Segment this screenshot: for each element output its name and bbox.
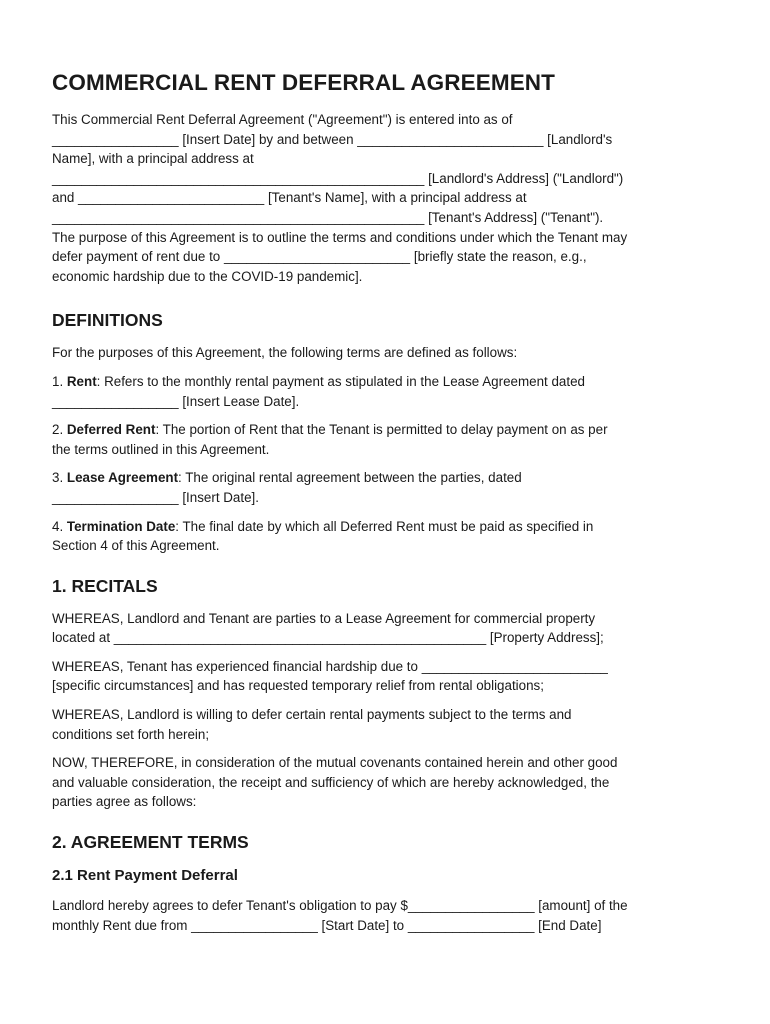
definition-number: 4.	[52, 518, 67, 534]
definition-item-rent	[52, 372, 724, 411]
recital-line: conditions set forth herein;	[52, 726, 210, 742]
document-title: COMMERCIAL RENT DEFERRAL AGREEMENT	[52, 70, 555, 95]
definition-number: 3.	[52, 470, 67, 486]
definitions-heading: DEFINITIONS	[52, 310, 163, 331]
rent-payment-deferral-heading: 2.1 Rent Payment Deferral	[52, 867, 238, 885]
recital-paragraph	[52, 705, 724, 744]
recital-line: NOW, THEREFORE, in consideration of the mutual covenants contained herein and other good	[52, 755, 618, 771]
document-page	[52, 70, 724, 935]
recital-line: [specific circumstances] and has requested temporary relief from rental obligations;	[52, 678, 544, 694]
definition-line: _________________ [Insert Lease Date].	[52, 393, 300, 409]
terms-line: monthly Rent due from _________________ [Start Date] to _________________ [End Date]	[52, 917, 602, 933]
recital-line: WHEREAS, Landlord is willing to defer certain rental payments subject to the terms and	[52, 707, 572, 723]
intro-line: _________________ [Insert Date] by and between _________________________ [Landlord's	[52, 131, 613, 147]
definition-line	[52, 420, 724, 440]
intro-line: economic hardship due to the COVID-19 pandemic].	[52, 268, 363, 284]
recital-line: WHEREAS, Landlord and Tenant are parties to a Lease Agreement for commercial property	[52, 610, 596, 626]
definition-text: : The final date by which all Deferred Rent must be paid as specified in	[175, 518, 594, 534]
intro-line: This Commercial Rent Deferral Agreement ("Agreement") is entered into as of	[52, 112, 513, 127]
recital-paragraph	[52, 753, 724, 812]
definition-line: Section 4 of this Agreement.	[52, 538, 220, 554]
terms-line: Landlord hereby agrees to defer Tenant's obligation to pay $_________________ [amount] of the	[52, 898, 628, 914]
definition-term: Rent	[66, 373, 97, 389]
definition-number: 1.	[52, 373, 67, 389]
recitals-heading: 1. RECITALS	[52, 575, 158, 596]
definition-line	[52, 517, 724, 537]
definition-number: 2.	[52, 422, 67, 438]
definition-line: _________________ [Insert Date].	[52, 489, 259, 505]
definition-line	[52, 468, 724, 488]
definition-text: : The original rental agreement between the parties, dated	[178, 470, 522, 486]
intro-line: Name], with a principal address at	[52, 151, 254, 167]
definition-line	[52, 372, 724, 392]
intro-line: The purpose of this Agreement is to outline the terms and conditions under which the Tenant may	[52, 229, 628, 245]
definition-item-termination-date	[52, 517, 724, 556]
recital-line: parties agree as follows:	[52, 794, 197, 810]
intro-paragraph	[52, 110, 724, 286]
definition-text: : The portion of Rent that the Tenant is permitted to delay payment on as per	[155, 422, 608, 438]
rent-deferral-paragraph	[52, 896, 724, 935]
recital-paragraph	[52, 609, 724, 648]
recital-line: and valuable consideration, the receipt and sufficiency of which are hereby acknowledged, the	[52, 774, 610, 790]
recital-paragraph	[52, 657, 724, 696]
definition-text: : Refers to the monthly rental payment as stipulated in the Lease Agreement dated	[96, 373, 585, 389]
definition-term: Termination Date	[66, 518, 176, 534]
agreement-terms-heading: 2. AGREEMENT TERMS	[52, 832, 249, 853]
recital-line: WHEREAS, Tenant has experienced financial hardship due to _________________________	[52, 658, 608, 674]
intro-line: and _________________________ [Tenant's Name], with a principal address at	[52, 190, 527, 206]
definition-term: Deferred Rent	[66, 422, 156, 438]
definition-item-deferred-rent	[52, 420, 724, 459]
intro-line: __________________________________________________ [Tenant's Address] ("Tenant").	[52, 209, 604, 225]
definition-term: Lease Agreement	[66, 470, 179, 486]
definition-item-lease-agreement	[52, 468, 724, 507]
recital-line: located at __________________________________________________ [Property Address];	[52, 630, 604, 646]
intro-line: defer payment of rent due to _________________________ [briefly state the reason, e.g.,	[52, 249, 587, 265]
intro-line: __________________________________________________ [Landlord's Address] ("Landlord")	[52, 170, 624, 186]
definitions-intro: For the purposes of this Agreement, the following terms are defined as follows:	[52, 345, 518, 361]
definition-line: the terms outlined in this Agreement.	[52, 441, 270, 457]
